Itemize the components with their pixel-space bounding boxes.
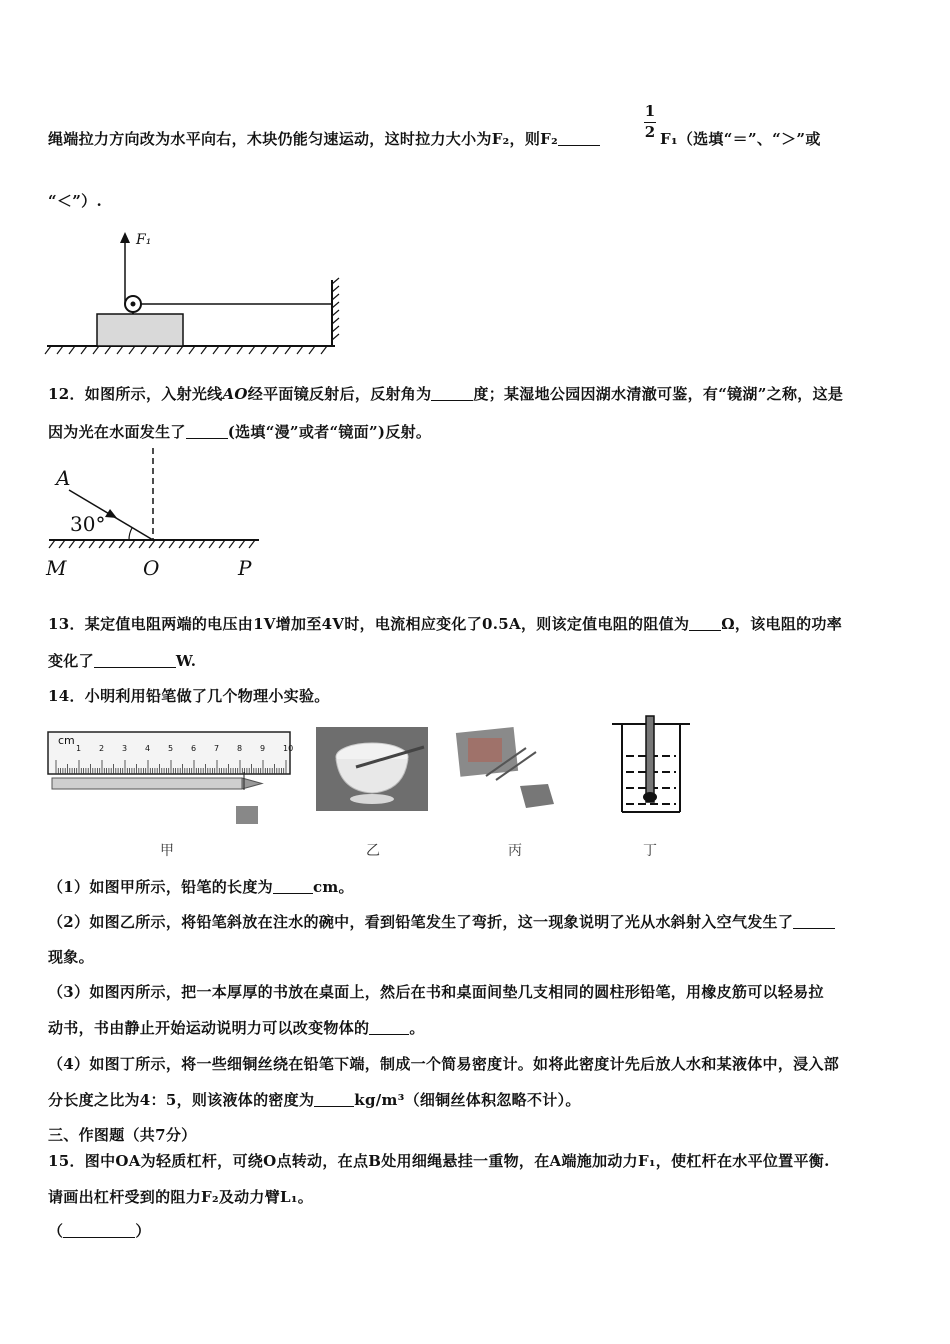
- caption-jia: 甲: [160, 843, 174, 859]
- q14-title: 14．小明利用铅笔做了几个物理小实验。: [48, 687, 330, 705]
- ruler-tick-label: 9: [260, 744, 266, 753]
- floor-hatching: [45, 346, 327, 354]
- point-label-m: M: [46, 556, 67, 580]
- ruler-tick-label: 5: [168, 744, 174, 753]
- caption-ding: 丁: [643, 843, 657, 859]
- q15-line2: 请画出杠杆受到的阻力F₂及动力臂L₁。: [48, 1188, 314, 1206]
- q14-p2: （2）如图乙所示，将铅笔斜放在注水的碗中，看到铅笔发生了弯折，这一现象说明了光从水斜射入空气发生了: [48, 911, 835, 932]
- section-title: 三、作图题（共7分）: [48, 1126, 197, 1144]
- q14-p3-line2: 动书，书由静止开始运动说明力可以改变物体的 。: [48, 1019, 425, 1037]
- ruler-tick-label: 8: [237, 744, 243, 753]
- point-label-p: P: [238, 556, 252, 580]
- ruler-tick-label: 4: [145, 744, 151, 753]
- q14-blank-length[interactable]: [273, 878, 313, 894]
- q13-line1: 13．某定值电阻两端的电压由1V增加至4V时，电流相应变化了0.5A，则该定值电阻的阻值为 Ω，该电阻的功率: [48, 615, 843, 633]
- ruler-tick-label: 7: [214, 744, 220, 753]
- angle-label: 30°: [70, 512, 106, 536]
- q14-p4-line2: 分长度之比为4：5，则该液体的密度为 kg/m³（细铜丝体积忽略不计）。: [48, 1091, 581, 1109]
- q12-blank-reflection[interactable]: [186, 423, 228, 439]
- q12-line2: 因为光在水面发生了 (选填“漫”或者“镜面”)反射。: [48, 423, 432, 441]
- q14-p2-tail: 现象。: [48, 948, 94, 966]
- q14-p4: （4）如图丁所示，将一些细铜丝绕在铅笔下端，制成一个简易密度计。如将此密度计先后放人水和某液体中，浸入部: [48, 1055, 840, 1073]
- pencil-densimeter: [646, 716, 654, 802]
- ruler-tick-label: 2: [99, 744, 105, 753]
- bowl-photo: [316, 727, 428, 811]
- q14-p1: （1）如图甲所示，铅笔的长度为 cm。: [48, 878, 354, 896]
- book-pencils-photo: [456, 728, 560, 810]
- mirror-hatching: [49, 540, 255, 548]
- q11-line1-tail: F₁（选填“＝”、“＞”或: [660, 130, 821, 148]
- q13-blank-resistance[interactable]: [689, 615, 721, 631]
- q14-blank-motion[interactable]: [369, 1019, 409, 1035]
- q15-answer: （ ）: [48, 1222, 151, 1240]
- wood-block: [97, 314, 183, 346]
- q14-blank-refraction[interactable]: [793, 913, 835, 929]
- point-label-o: O: [143, 556, 160, 580]
- q15-line1: 15．图中OA为轻质杠杆，可绕O点转动，在点B处用细绳悬挂一重物，在A端施加动力F₁，使杠杆在水平位置平衡.: [48, 1152, 830, 1170]
- densimeter-figure: [606, 714, 696, 814]
- q11-line2: “＜”）.: [48, 192, 102, 210]
- wall-hatching: [332, 278, 339, 340]
- q11-fraction: [644, 102, 656, 141]
- ruler-tick-label: 10: [283, 744, 294, 753]
- point-label-a: A: [56, 466, 71, 490]
- ruler-tick-label: 6: [191, 744, 197, 753]
- q11-line1: 绳端拉力方向改为水平向右，木块仍能匀速运动，这时拉力大小为F₂，则F₂: [48, 128, 600, 149]
- ruler-tick-label: 3: [122, 744, 128, 753]
- q14-p3: （3）如图丙所示，把一本厚厚的书放在桌面上，然后在书和桌面间垫几支相同的圆柱形铅笔，用橡皮筋可以轻易拉: [48, 983, 824, 1001]
- caption-bing: 丙: [508, 843, 522, 859]
- force-label-f1: F₁: [136, 232, 152, 248]
- pencil: [52, 778, 242, 789]
- q12-blank-angle[interactable]: [431, 385, 473, 401]
- angle-arc: [129, 528, 132, 540]
- ray-arrowhead: [105, 509, 117, 518]
- q14-blank-density[interactable]: [314, 1091, 354, 1107]
- fraction-numerator: 1: [644, 102, 656, 120]
- q13-blank-power[interactable]: [94, 652, 176, 668]
- caption-yi: 乙: [366, 843, 380, 859]
- q11-figure: [45, 228, 345, 358]
- q12-line1: 12．如图所示，入射光线AO经平面镜反射后，反射角为 度；某湿地公园因湖水清澈可鉴，有“镜湖”之称，这是: [48, 385, 844, 403]
- ruler-unit-label: cm: [58, 734, 75, 747]
- fraction-denominator: 2: [644, 123, 656, 141]
- pencil-sharpener: [236, 806, 258, 824]
- ruler: [48, 732, 290, 774]
- copper-wire: [643, 792, 657, 802]
- q15-blank-answer[interactable]: [63, 1222, 135, 1238]
- ruler-tick-label: 1: [76, 744, 82, 753]
- q11-blank[interactable]: [558, 130, 600, 146]
- q13-line2: 变化了 W.: [48, 652, 197, 670]
